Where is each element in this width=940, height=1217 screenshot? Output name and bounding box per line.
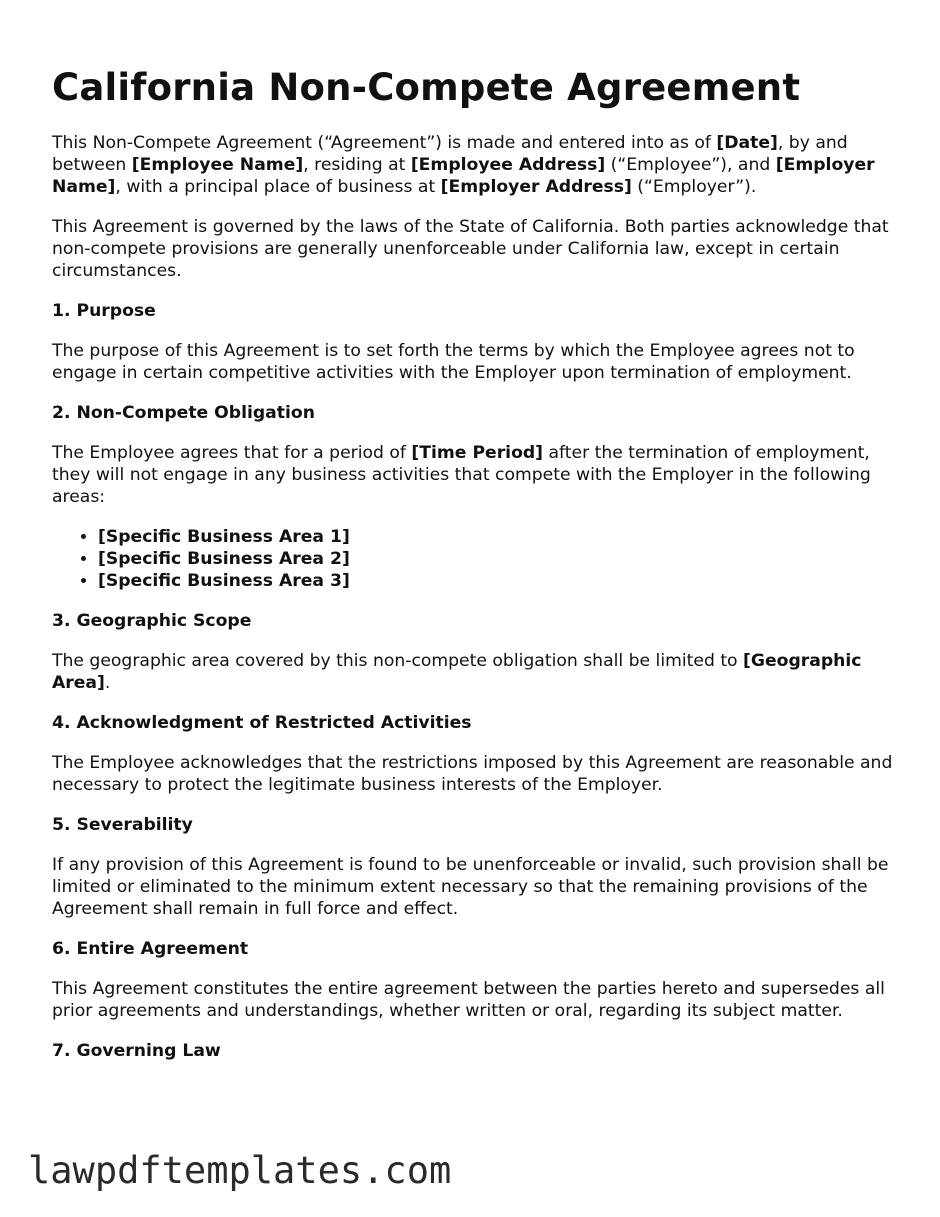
section-6-heading: 6. Entire Agreement	[52, 939, 249, 959]
intro-text-5: , with a principal place of business at	[115, 177, 441, 197]
section-3-text-1: The geographic area covered by this non-compete obligation shall be limited to	[52, 651, 744, 671]
intro-text-2: , by and between	[52, 133, 848, 175]
document-title: California Non-Compete Agreement	[52, 66, 801, 109]
geographic-area-placeholder: [Geographic Area]	[52, 651, 862, 693]
intro-paragraph	[52, 132, 898, 198]
section-2-text-1: The Employee agrees that for a period of	[52, 443, 412, 463]
date-placeholder: [Date]	[716, 133, 778, 153]
section-7-heading: 7. Governing Law	[52, 1041, 221, 1061]
section-1-heading: 1. Purpose	[52, 301, 156, 321]
section-6-body: This Agreement constitutes the entire agreement between the parties hereto and supersedes all prior agreements and understandings, whether written or oral, regarding its subject matter.	[52, 979, 885, 1021]
employer-name-placeholder: [Employer Name]	[52, 155, 875, 197]
section-5-heading: 5. Severability	[52, 815, 193, 835]
intro-text-6: (“Employer”).	[631, 177, 757, 197]
section-2-heading: 2. Non-Compete Obligation	[52, 403, 315, 423]
document-page	[52, 64, 898, 1080]
business-area-list	[52, 526, 898, 592]
section-3-body	[52, 650, 898, 694]
section-3-heading: 3. Geographic Scope	[52, 611, 252, 631]
list-item: • [Specific Business Area 1]	[98, 526, 898, 548]
intro-text-4: (“Employee”), and	[605, 155, 776, 175]
employee-address-placeholder: [Employee Address]	[410, 155, 606, 175]
governing-note: This Agreement is governed by the laws of the State of California. Both parties acknowledge that non-compete provisions are generally unenforceable under California law, except in certain circumstances.	[52, 217, 889, 281]
section-4-body: The Employee acknowledges that the restrictions imposed by this Agreement are reasonable and necessary to protect the legitimate business interests of the Employer.	[52, 753, 893, 795]
time-period-placeholder: [Time Period]	[411, 443, 544, 463]
intro-text-1: This Non-Compete Agreement (“Agreement”) is made and entered into as of	[52, 133, 717, 153]
list-item: • [Specific Business Area 3]	[98, 570, 898, 592]
section-2-text-2: after the termination of employment, they will not engage in any business activities that compete with the Employer in the following areas:	[52, 443, 871, 507]
section-1-body: The purpose of this Agreement is to set forth the terms by which the Employee agrees not to engage in certain competitive activities with the Employer upon termination of employment.	[52, 341, 855, 383]
section-4-heading: 4. Acknowledgment of Restricted Activities	[52, 713, 472, 733]
section-5-body: If any provision of this Agreement is found to be unenforceable or invalid, such provision shall be limited or eliminated to the minimum extent necessary so that the remaining provisions of the Agreement shall remain in full force and effect.	[52, 855, 889, 919]
employer-address-placeholder: [Employer Address]	[440, 177, 632, 197]
section-2-body	[52, 442, 898, 508]
employee-name-placeholder: [Employee Name]	[131, 155, 304, 175]
watermark-text: lawpdftemplates.com	[28, 1149, 452, 1192]
intro-text-3: , residing at	[303, 155, 411, 175]
list-item: • [Specific Business Area 2]	[98, 548, 898, 570]
section-3-text-2: .	[104, 673, 111, 693]
